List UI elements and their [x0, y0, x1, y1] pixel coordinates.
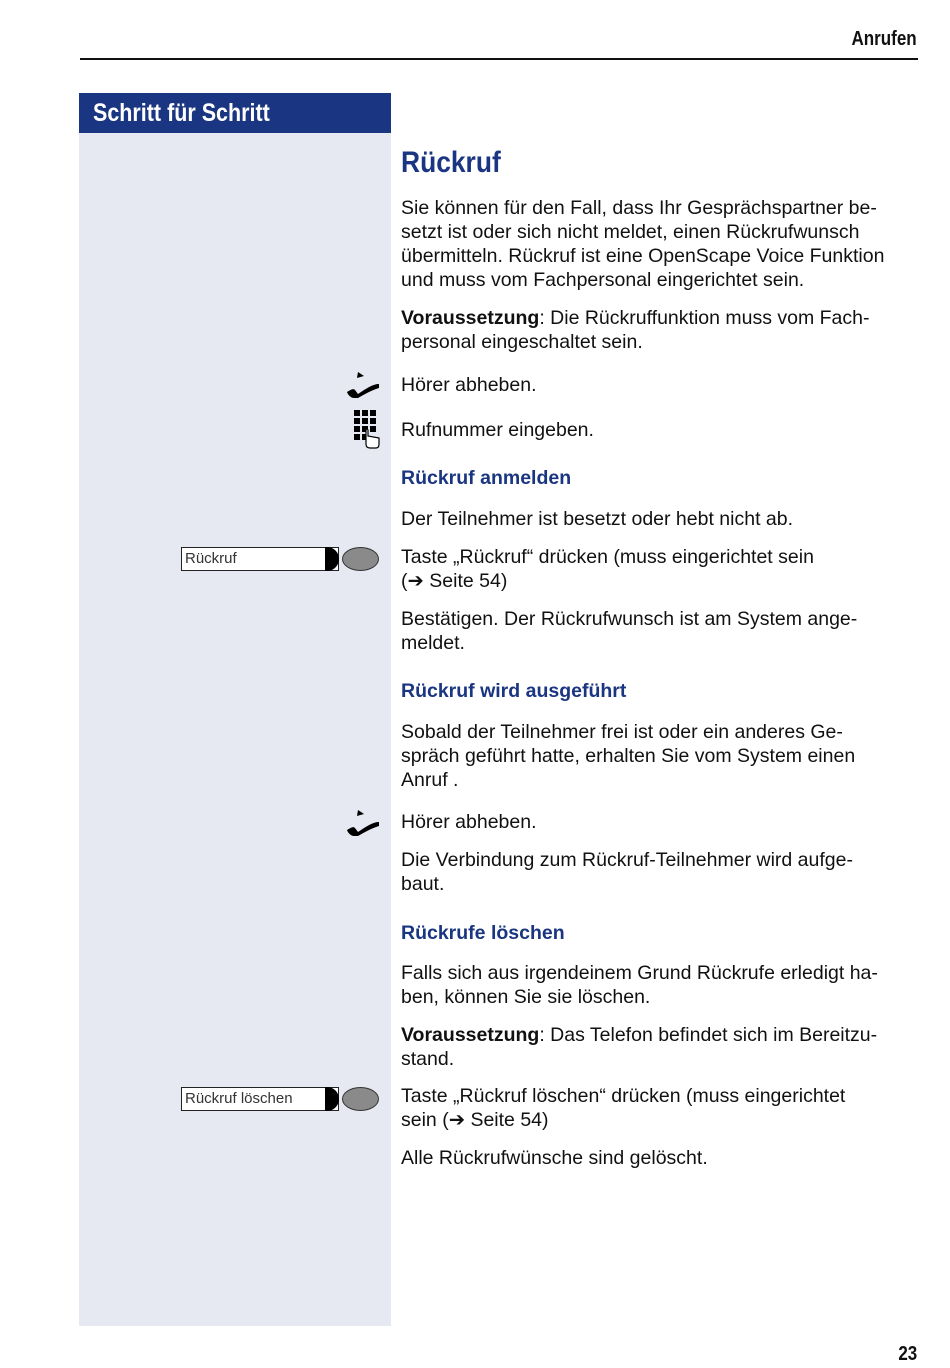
sub1-key-text	[401, 545, 921, 593]
keypad-icon	[354, 410, 380, 450]
subsection-title-2: Rückruf wird ausgeführt	[401, 680, 627, 702]
step-lift-2: Hörer abheben.	[401, 811, 537, 833]
sub1-key-ref: Seite 54)	[429, 570, 508, 592]
rueckruf-loeschen-key-button[interactable]	[342, 1087, 379, 1111]
subsection-title-1: Rückruf anmelden	[401, 467, 572, 489]
prereq-2	[401, 1023, 921, 1071]
arrow-right-icon: ➔	[407, 570, 424, 592]
step-dial: Rufnummer eingeben.	[401, 419, 594, 441]
sub3-key-instruction: Taste „Rückruf löschen“ drücken (muss eingerichtet sein (	[401, 1085, 846, 1131]
sidebar-column	[79, 133, 391, 1326]
key-label-rueckruf-loeschen: Rückruf löschen	[181, 1087, 339, 1111]
header-rule	[80, 58, 918, 60]
sub3-key-text	[401, 1084, 921, 1132]
sub1-key-instruction: Taste „Rückruf“ drücken (muss eingerichtet sein (	[401, 546, 814, 592]
subsection-title-3: Rückrufe löschen	[401, 922, 565, 944]
prereq-2-text: : Das Telefon befindet sich im Bereitzu- stand.	[401, 1024, 878, 1070]
rueckruf-key-button[interactable]	[342, 547, 379, 571]
prereq-1	[401, 306, 921, 354]
key-label-rueckruf: Rückruf	[181, 547, 339, 571]
sub1-confirm: Bestätigen. Der Rückrufwunsch ist am System ange- meldet.	[401, 608, 858, 654]
sub2-text: Sobald der Teilnehmer frei ist oder ein anderes Ge- spräch geführt hatte, erhalten Sie vom System einen Anruf .	[401, 721, 856, 791]
prereq-1-text: : Die Rückruffunktion muss vom Fach- personal eingeschaltet sein.	[401, 307, 870, 353]
sub1-text: Der Teilnehmer ist besetzt oder hebt nicht ab.	[401, 508, 794, 530]
sub3-final: Alle Rückrufwünsche sind gelöscht.	[401, 1147, 708, 1169]
sidebar-banner	[79, 93, 391, 133]
page-number: 23	[898, 1343, 917, 1365]
step-lift-1: Hörer abheben.	[401, 374, 537, 396]
prereq-1-label: Voraussetzung	[401, 307, 540, 329]
intro-text: Sie können für den Fall, dass Ihr Gesprächspartner be- setzt ist oder sich nicht meldet, einen Rückrufwunsch übermitteln. Rückruf ist eine OpenScape Voice Funktion und muss vom Fachpersonal eingerichtet sein.	[401, 197, 885, 291]
section-title: Rückruf	[401, 146, 501, 179]
arrow-right-icon: ➔	[448, 1109, 466, 1131]
header-title: Anrufen	[851, 28, 917, 50]
prereq-2-label: Voraussetzung	[401, 1024, 540, 1046]
sub2-connection: Die Verbindung zum Rückruf-Teilnehmer wird aufge- baut.	[401, 849, 853, 895]
sidebar-banner-text: Schritt für Schritt	[93, 99, 270, 127]
sub3-key-ref: Seite 54)	[470, 1109, 549, 1131]
sub3-text: Falls sich aus irgendeinem Grund Rückrufe erledigt ha- ben, können Sie sie löschen.	[401, 962, 878, 1008]
handset-lift-icon	[345, 810, 381, 838]
handset-lift-icon	[345, 372, 381, 400]
